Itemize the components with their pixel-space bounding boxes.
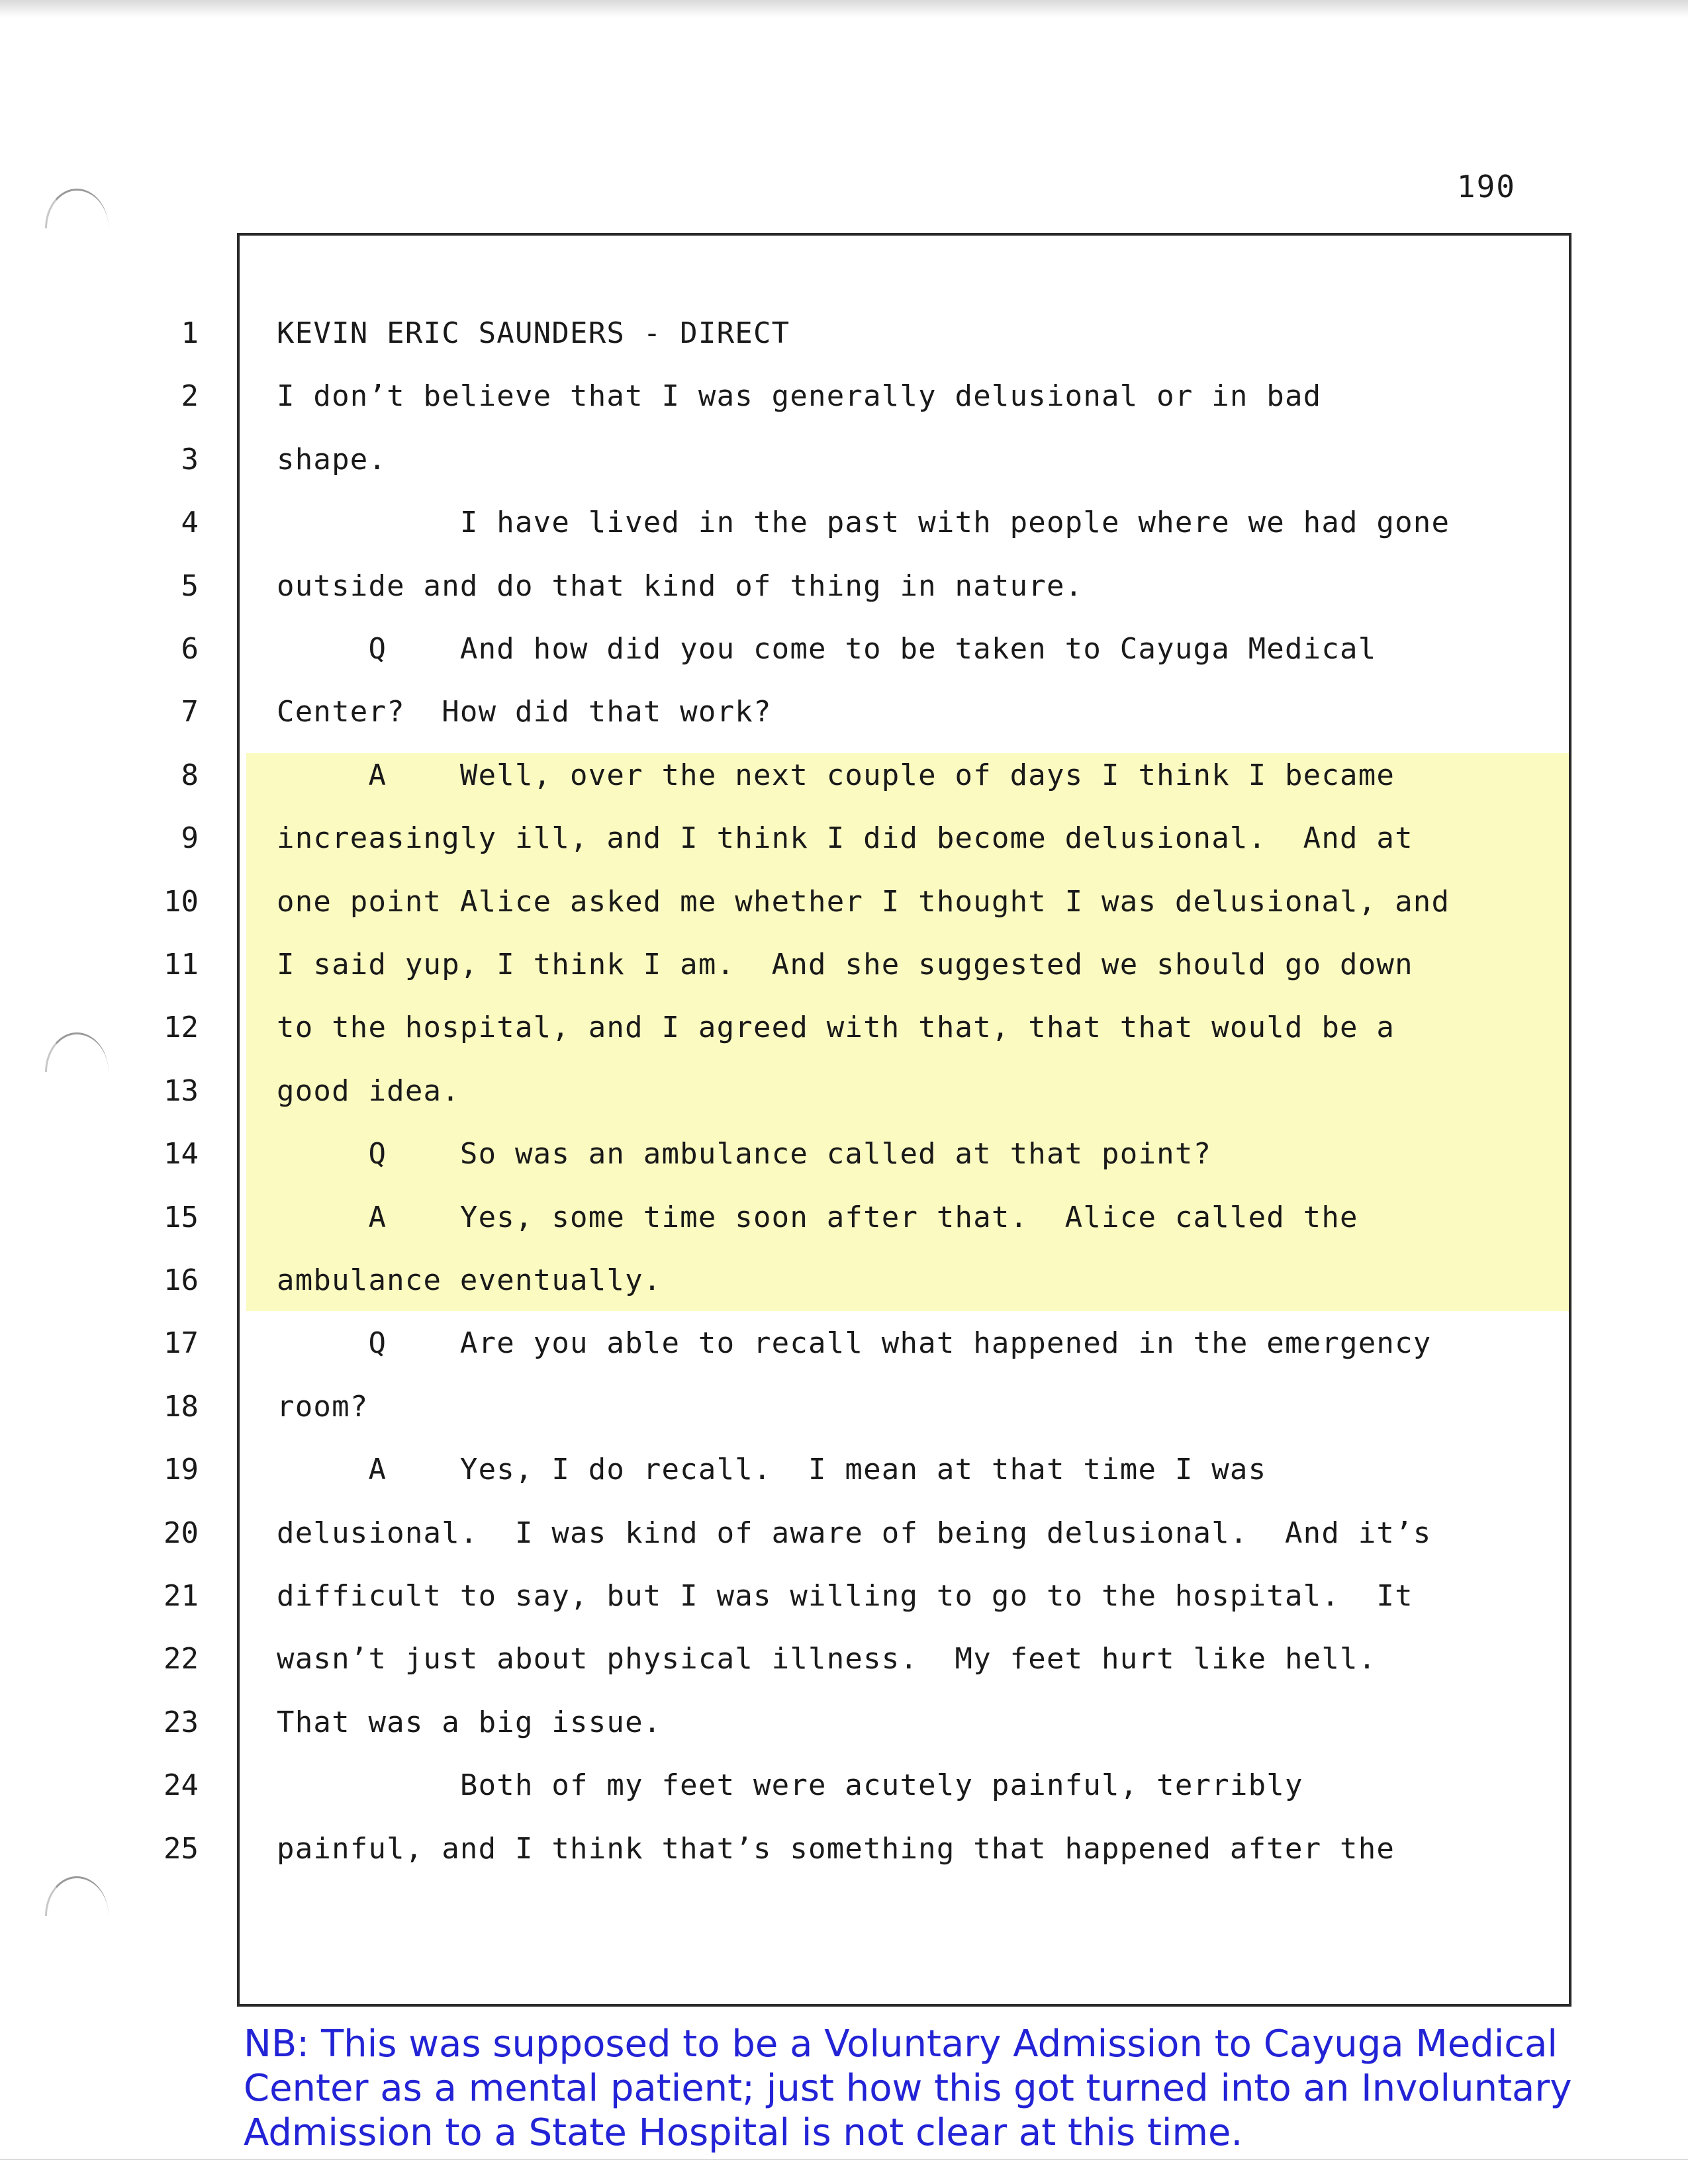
line-number: 5 [181, 569, 199, 603]
transcript-line: shape. [277, 443, 387, 477]
transcript-line: Q Are you able to recall what happened in the emergency [277, 1326, 1432, 1360]
transcript-line: difficult to say, but I was willing to go to the hospital. It [277, 1579, 1413, 1613]
line-number: 13 [164, 1074, 199, 1108]
line-number: 14 [164, 1137, 199, 1171]
line-number: 8 [181, 758, 199, 792]
transcript-line: to the hospital, and I agreed with that, that that would be a [277, 1011, 1395, 1044]
line-number: 25 [164, 1832, 199, 1866]
transcript-line: increasingly ill, and I think I did become delusional. And at [277, 821, 1413, 855]
line-number: 3 [181, 443, 199, 477]
line-number: 1 [181, 316, 199, 350]
line-number: 9 [181, 821, 199, 855]
transcript-line: Q So was an ambulance called at that point? [277, 1137, 1212, 1171]
line-number: 18 [164, 1390, 199, 1424]
transcript-line: I said yup, I think I am. And she suggested we should go down [277, 948, 1413, 981]
transcript-line: outside and do that kind of thing in nature. [277, 569, 1084, 603]
punch-hole-bottom [45, 1876, 109, 1916]
transcript-line: one point Alice asked me whether I thought I was delusional, and [277, 885, 1450, 919]
line-number: 21 [164, 1579, 199, 1613]
line-number: 17 [164, 1326, 199, 1360]
line-number: 6 [181, 632, 199, 666]
page-number: 190 [1456, 169, 1516, 205]
line-number: 12 [164, 1011, 199, 1044]
transcript-line: ambulance eventually. [277, 1263, 662, 1297]
punch-hole-top [45, 189, 109, 228]
line-number: 4 [181, 506, 199, 539]
line-number: 16 [164, 1263, 199, 1297]
transcript-line: That was a big issue. [277, 1706, 662, 1739]
line-number: 2 [181, 379, 199, 413]
annotation-note: NB: This was supposed to be a Voluntary Admission to Cayuga Medical Center as a mental patient; just how this got turned into an Involuntary Admission to a State Hospital is not clear at this time. [244, 2023, 1572, 2154]
transcript-line: A Well, over the next couple of days I think I became [277, 758, 1395, 792]
line-number: 19 [164, 1453, 199, 1486]
transcript-line: wasn’t just about physical illness. My feet hurt like hell. [277, 1642, 1377, 1676]
line-number: 10 [164, 885, 199, 919]
line-number: 22 [164, 1642, 199, 1676]
line-number: 7 [181, 695, 199, 729]
transcript-line: KEVIN ERIC SAUNDERS - DIRECT [277, 316, 790, 350]
transcript-line: Both of my feet were acutely painful, terribly [277, 1768, 1303, 1802]
line-number: 15 [164, 1201, 199, 1234]
transcript-line: A Yes, I do recall. I mean at that time I was [277, 1453, 1267, 1486]
transcript-line: good idea. [277, 1074, 460, 1108]
line-number: 24 [164, 1768, 199, 1802]
transcript-line: painful, and I think that’s something that happened after the [277, 1832, 1395, 1866]
transcript-line: I have lived in the past with people where we had gone [277, 506, 1450, 539]
punch-hole-middle [45, 1032, 109, 1072]
line-number: 23 [164, 1706, 199, 1739]
transcript-line: room? [277, 1390, 369, 1424]
transcript-line: delusional. I was kind of aware of being delusional. And it’s [277, 1516, 1432, 1550]
transcript-line: I don’t believe that I was generally delusional or in bad [277, 379, 1322, 413]
transcript-line: Center? How did that work? [277, 695, 772, 729]
transcript-line: A Yes, some time soon after that. Alice called the [277, 1201, 1358, 1234]
transcript-line: Q And how did you come to be taken to Cayuga Medical [277, 632, 1377, 666]
line-number: 11 [164, 948, 199, 981]
scan-bottom-edge [0, 2159, 1688, 2160]
scan-top-shadow [0, 0, 1688, 17]
transcript-frame [237, 233, 1571, 2007]
line-number: 20 [164, 1516, 199, 1550]
